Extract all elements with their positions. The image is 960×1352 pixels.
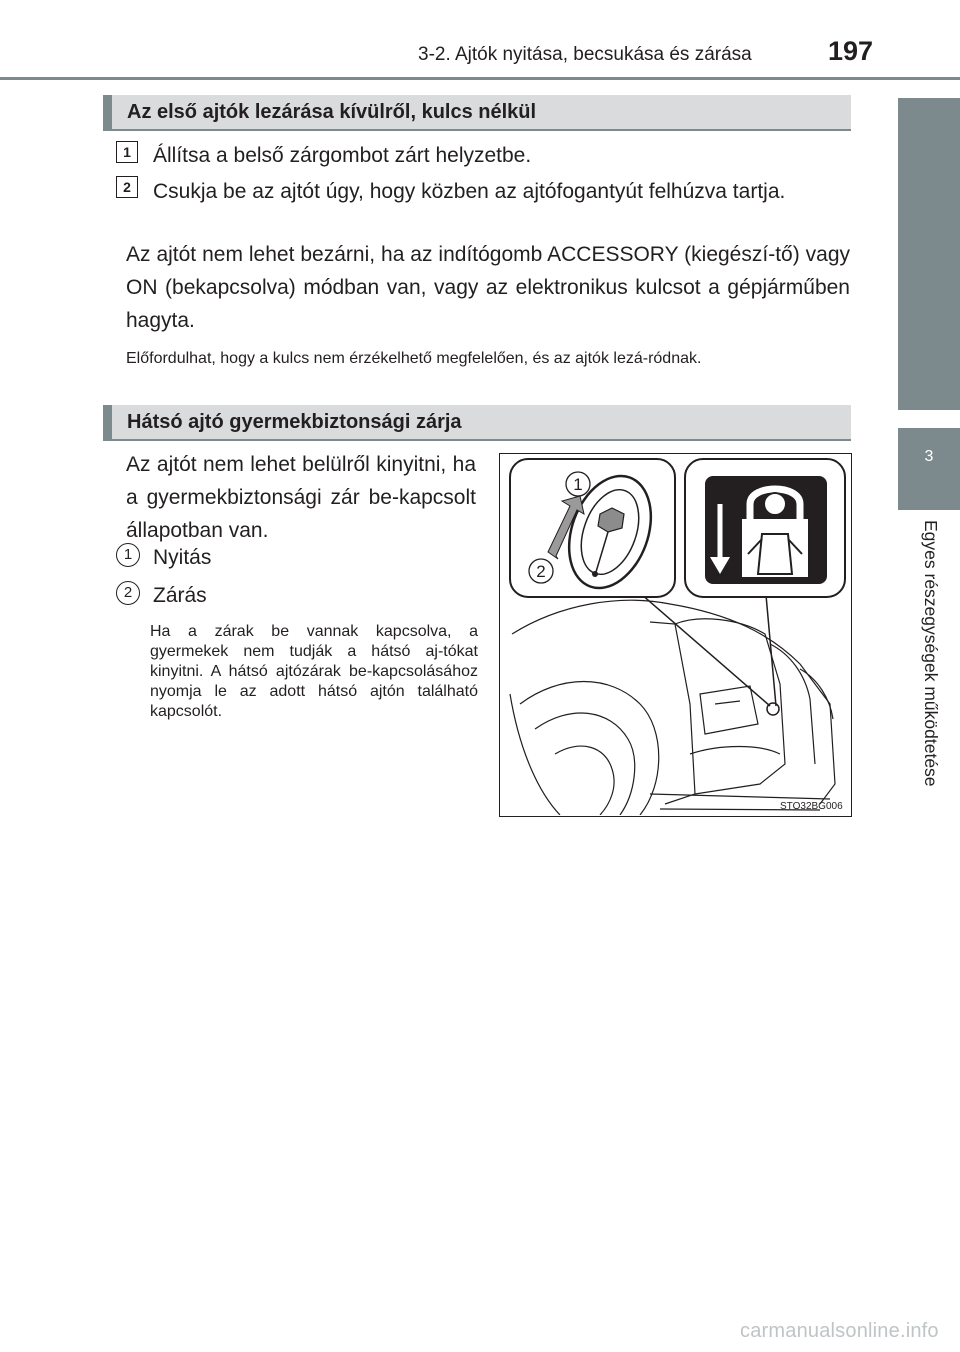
section-heading-text: Az első ajtók lezárása kívülről, kulcs nélkül <box>127 101 537 123</box>
item-text-2: Zárás <box>153 584 207 607</box>
heading-bar <box>103 95 112 129</box>
child-lock-intro: Az ajtót nem lehet belülről kinyitni, ha a gyermekbiztonsági zár be-kapcsolt állapotban van. <box>126 453 476 542</box>
step-text-2: Csukja be az ajtót úgy, hogy közben az ajtófogantyút felhúzva tartja. <box>153 180 786 203</box>
small-note: Előfordulhat, hogy a kulcs nem érzékelhető megfelelően, és az ajtók lezá-ródnak. <box>126 350 702 367</box>
item-text-1: Nyitás <box>153 546 212 569</box>
watermark: carmanualsonline.info <box>740 1320 939 1342</box>
chapter-number: 3 <box>924 448 934 465</box>
section-heading-front-doors <box>103 95 851 131</box>
item-number-1: 1 <box>116 543 140 567</box>
child-lock-illustration-svg <box>500 454 850 815</box>
chapter-title-container <box>898 520 960 832</box>
header-rule <box>0 77 960 80</box>
callout-1: 1 <box>573 475 583 494</box>
section-heading-child-lock <box>103 405 851 441</box>
item-number-2: 2 <box>116 581 140 605</box>
child-lock-small-note: Ha a zárak be vannak kapcsolva, a gyermekek nem tudják a hátsó aj-tókat kinyitni. A hátsó ajtózárak be-kapcsolásához nyomja le az adott hátsó ajtón található kapcsolót. <box>150 623 478 720</box>
figure-code: STO32BG006 <box>780 801 843 812</box>
chapter-tab <box>898 428 960 510</box>
child-lock-illustration <box>499 453 852 817</box>
side-tab-decoration <box>898 98 960 410</box>
callout-2: 2 <box>536 562 546 581</box>
running-header-title: 3-2. Ajtók nyitása, becsukása és zárása <box>418 44 752 65</box>
step-text-1: Állítsa a belső zárgombot zárt helyzetbe. <box>153 144 532 167</box>
section-heading-text: Hátsó ajtó gyermekbiztonsági zárja <box>127 411 462 433</box>
heading-bar <box>103 405 112 439</box>
step-number-1: 1 <box>116 141 138 163</box>
note-paragraph: Az ajtót nem lehet bezárni, ha az indítógomb ACCESSORY (kiegészí-tő) vagy ON (bekapcsolva) módban van, vagy az elektronikus kulcsot a gépjárműben hagyta. <box>126 243 850 332</box>
page-number: 197 <box>828 36 874 66</box>
step-number-2: 2 <box>116 176 138 198</box>
chapter-title: Egyes részegységek működtetése <box>921 520 941 787</box>
